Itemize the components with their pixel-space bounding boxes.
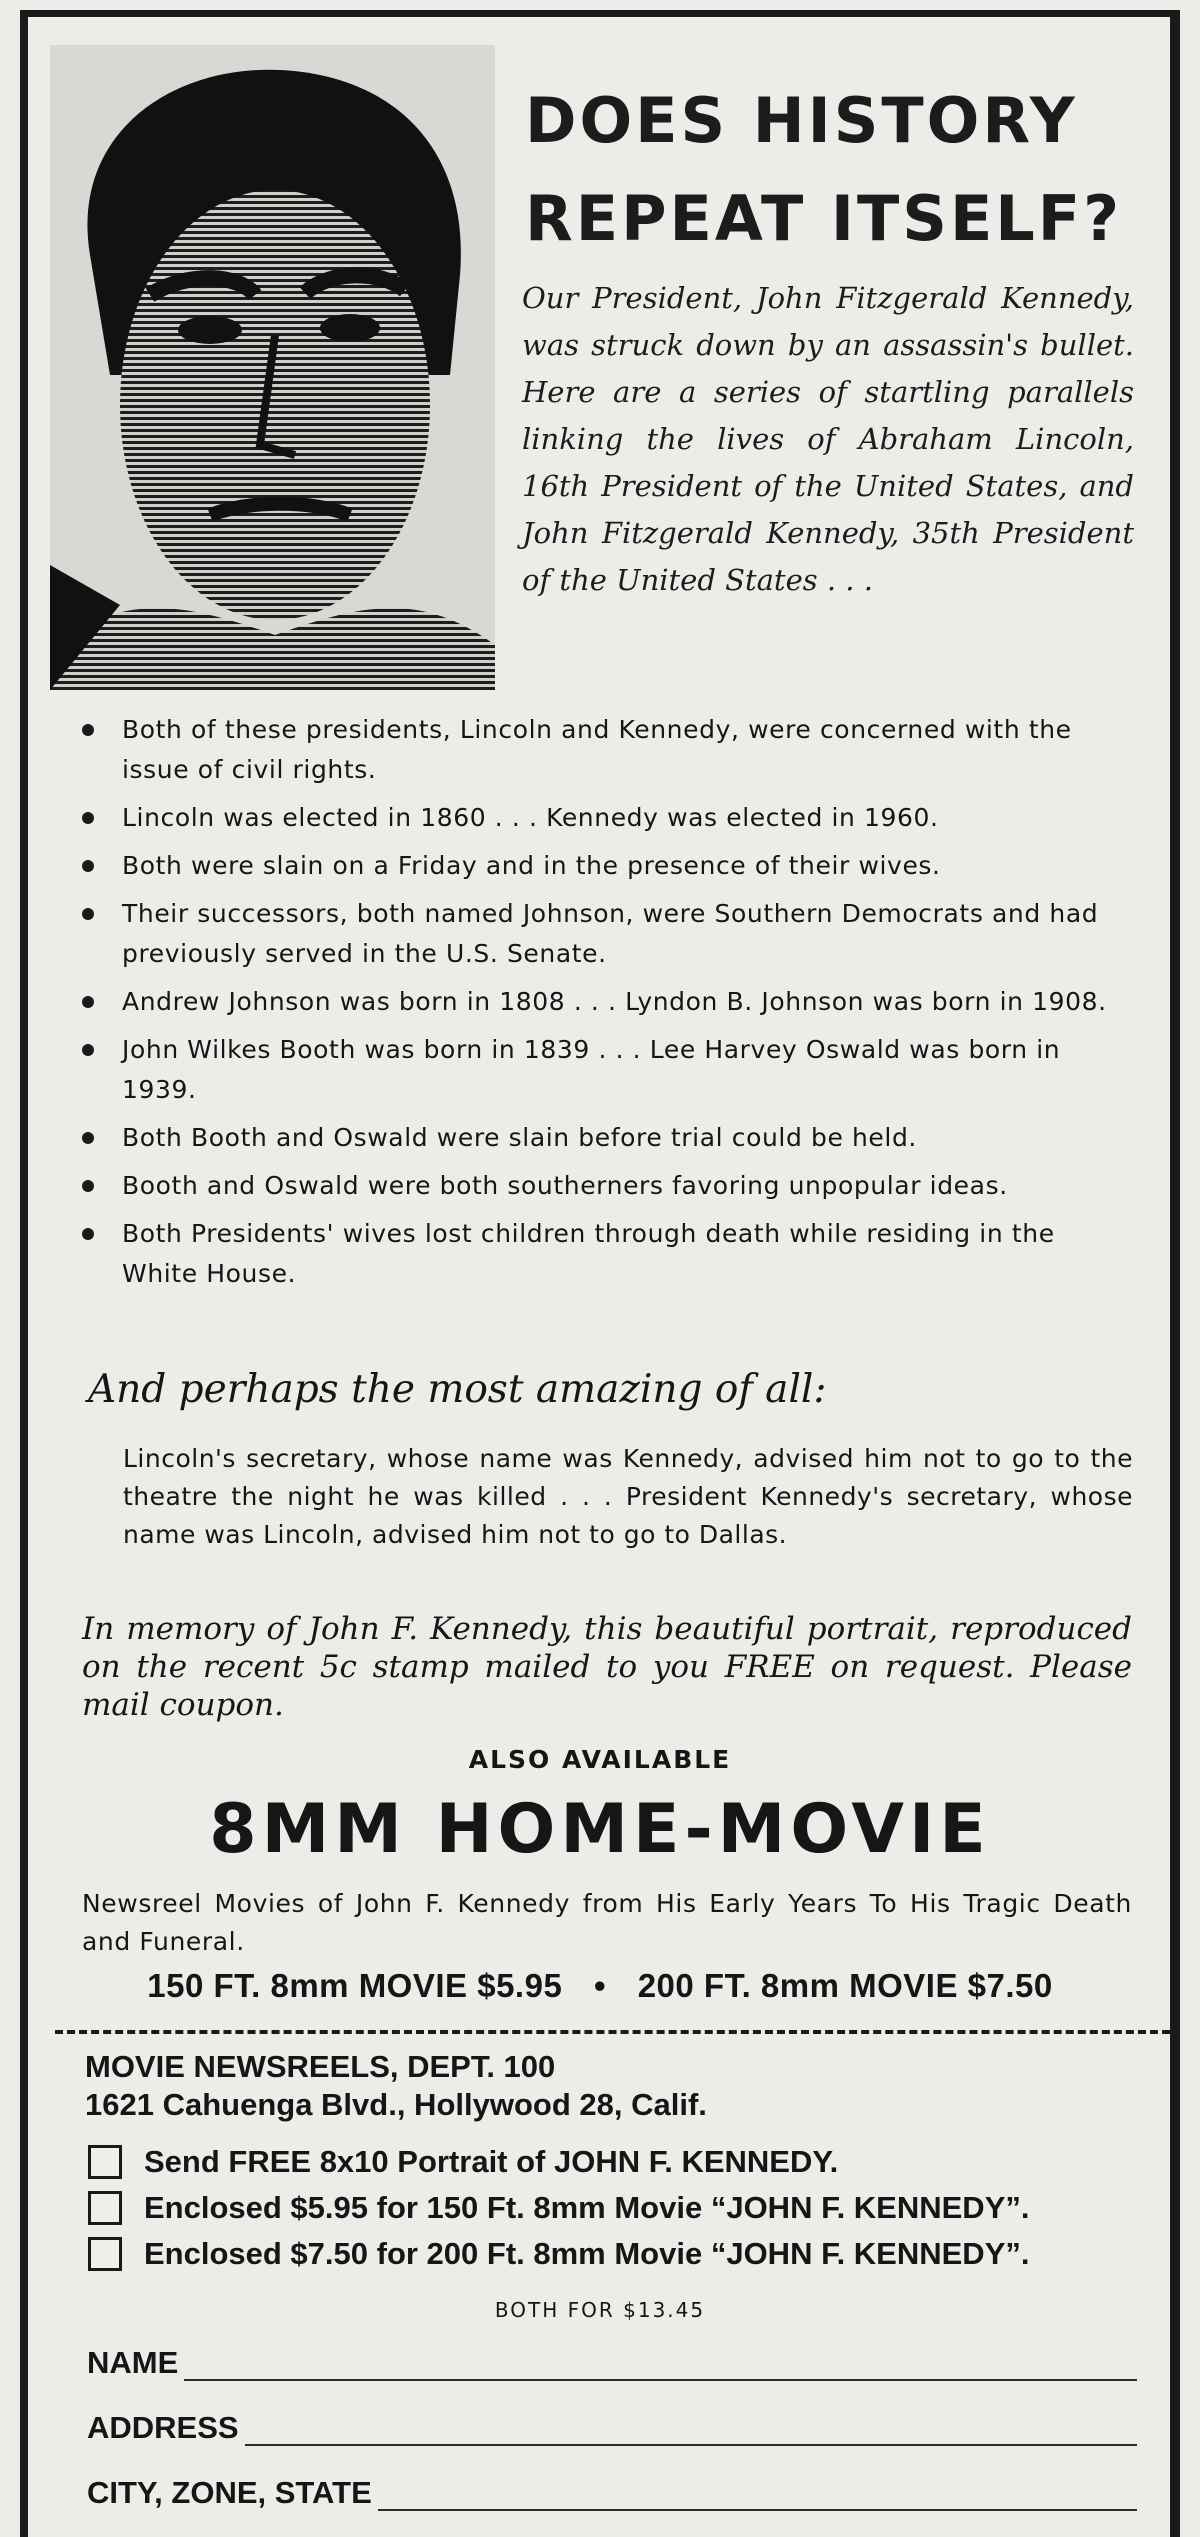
bullet-dot-icon: [82, 996, 94, 1008]
list-item: [75, 1166, 1130, 1206]
name-label: NAME: [87, 2345, 179, 2380]
intro-paragraph: Our President, John Fitzgerald Kennedy, was struck down by an assassin's bullet. Here are a series of startling parallels linking the lives of Abraham Lincoln, 16th President of the United States, and John Fitzgerald Kennedy, 35th President of the United States . . .: [522, 281, 1134, 597]
parallels-list: [75, 710, 1130, 1302]
bullet-dot-icon: [82, 812, 94, 824]
price-line: [0, 1967, 1200, 2005]
fact-text: Their successors, both named Johnson, were Southern Democrats and had previously served in the U.S. Senate.: [122, 899, 1099, 968]
list-item: [75, 982, 1130, 1022]
headline: [525, 72, 1145, 268]
fact-text: John Wilkes Booth was born in 1839 . . . Lee Harvey Oswald was born in 1939.: [122, 1035, 1061, 1104]
option-label: Enclosed $7.50 for 200 Ft. 8mm Movie “JOHN F. KENNEDY”.: [144, 2236, 1030, 2271]
fact-text: Lincoln was elected in 1860 . . . Kennedy was elected in 1960.: [122, 803, 939, 832]
list-item: [75, 1214, 1130, 1294]
bullet-dot-icon: [82, 1228, 94, 1240]
fact-text: Andrew Johnson was born in 1808 . . . Lyndon B. Johnson was born in 1908.: [122, 987, 1107, 1016]
mailing-address: [85, 2048, 1085, 2124]
right-border: [1170, 10, 1180, 2537]
city-label: CITY, ZONE, STATE: [87, 2475, 372, 2510]
secretary-paragraph: Lincoln's secretary, whose name was Kennedy, advised him not to go to the theatre the night he was killed . . . President Kennedy's secretary, whose name was Lincoln, advised him not to go to Dallas.: [123, 1444, 1133, 1549]
bullet-dot-icon: [82, 1180, 94, 1192]
option-label: Send FREE 8x10 Portrait of JOHN F. KENNEDY.: [144, 2144, 839, 2179]
coupon-option-portrait[interactable]: [88, 2140, 1168, 2184]
city-zone-state-field[interactable]: [87, 2475, 1137, 2511]
company-name: MOVIE NEWSREELS, DEPT. 100: [85, 2049, 556, 2084]
address-field[interactable]: [87, 2410, 1137, 2446]
option-label: Enclosed $5.95 for 150 Ft. 8mm Movie “JOHN F. KENNEDY”.: [144, 2190, 1030, 2225]
both-for-price: BOTH FOR $13.45: [494, 2298, 706, 2322]
price-option-200ft: 200 FT. 8mm MOVIE $7.50: [637, 1967, 1053, 2004]
address-input-line[interactable]: [245, 2416, 1137, 2446]
bullet-dot-icon: [82, 1044, 94, 1056]
coupon-cut-line: [55, 2030, 1170, 2034]
movie-title: 8MM HOME-MOVIE: [209, 1790, 991, 1869]
city-input-line[interactable]: [378, 2481, 1137, 2511]
portrait-halftone: [50, 45, 495, 690]
headline-line-2: REPEAT ITSELF?: [525, 182, 1123, 255]
fact-text: Booth and Oswald were both southerners favoring unpopular ideas.: [122, 1171, 1008, 1200]
checkbox-150ft-movie[interactable]: [88, 2191, 122, 2225]
list-item: [75, 846, 1130, 886]
memory-paragraph: In memory of John F. Kennedy, this beautiful portrait, reproduced on the recent 5c stamp mailed to you FREE on request. Please mail coupon.: [82, 1611, 1132, 1723]
top-border: [20, 10, 1180, 17]
list-item: [75, 894, 1130, 974]
bullet-dot-icon: [82, 1132, 94, 1144]
checkbox-200ft-movie[interactable]: [88, 2237, 122, 2271]
bullet-separator-icon: •: [593, 1967, 607, 2004]
coupon-options: [88, 2140, 1168, 2278]
newsreel-description: Newsreel Movies of John F. Kennedy from His Early Years To His Tragic Death and Funeral.: [82, 1889, 1132, 1956]
fact-text: Both Presidents' wives lost children through death while residing in the White House.: [122, 1219, 1055, 1288]
coupon-option-150ft-movie[interactable]: [88, 2186, 1168, 2230]
list-item: [75, 1030, 1130, 1110]
coupon-option-200ft-movie[interactable]: [88, 2232, 1168, 2276]
checkbox-portrait[interactable]: [88, 2145, 122, 2179]
list-item: [75, 710, 1130, 790]
name-field[interactable]: [87, 2345, 1137, 2381]
amazing-heading: And perhaps the most amazing of all:: [88, 1367, 827, 1412]
address-label: ADDRESS: [87, 2410, 239, 2445]
left-border: [20, 10, 28, 2537]
bullet-dot-icon: [82, 908, 94, 920]
fact-text: Both of these presidents, Lincoln and Kennedy, were concerned with the issue of civil rights.: [122, 715, 1072, 784]
kennedy-portrait-image: [50, 45, 495, 690]
fact-text: Both were slain on a Friday and in the presence of their wives.: [122, 851, 941, 880]
fact-text: Both Booth and Oswald were slain before trial could be held.: [122, 1123, 917, 1152]
list-item: [75, 798, 1130, 838]
bullet-dot-icon: [82, 724, 94, 736]
price-option-150ft: 150 FT. 8mm MOVIE $5.95: [147, 1967, 563, 2004]
list-item: [75, 1118, 1130, 1158]
also-available-label: ALSO AVAILABLE: [468, 1745, 732, 1774]
street-address: 1621 Cahuenga Blvd., Hollywood 28, Calif.: [85, 2087, 707, 2122]
bullet-dot-icon: [82, 860, 94, 872]
name-input-line[interactable]: [184, 2351, 1137, 2381]
headline-line-1: DOES HISTORY: [525, 84, 1078, 157]
